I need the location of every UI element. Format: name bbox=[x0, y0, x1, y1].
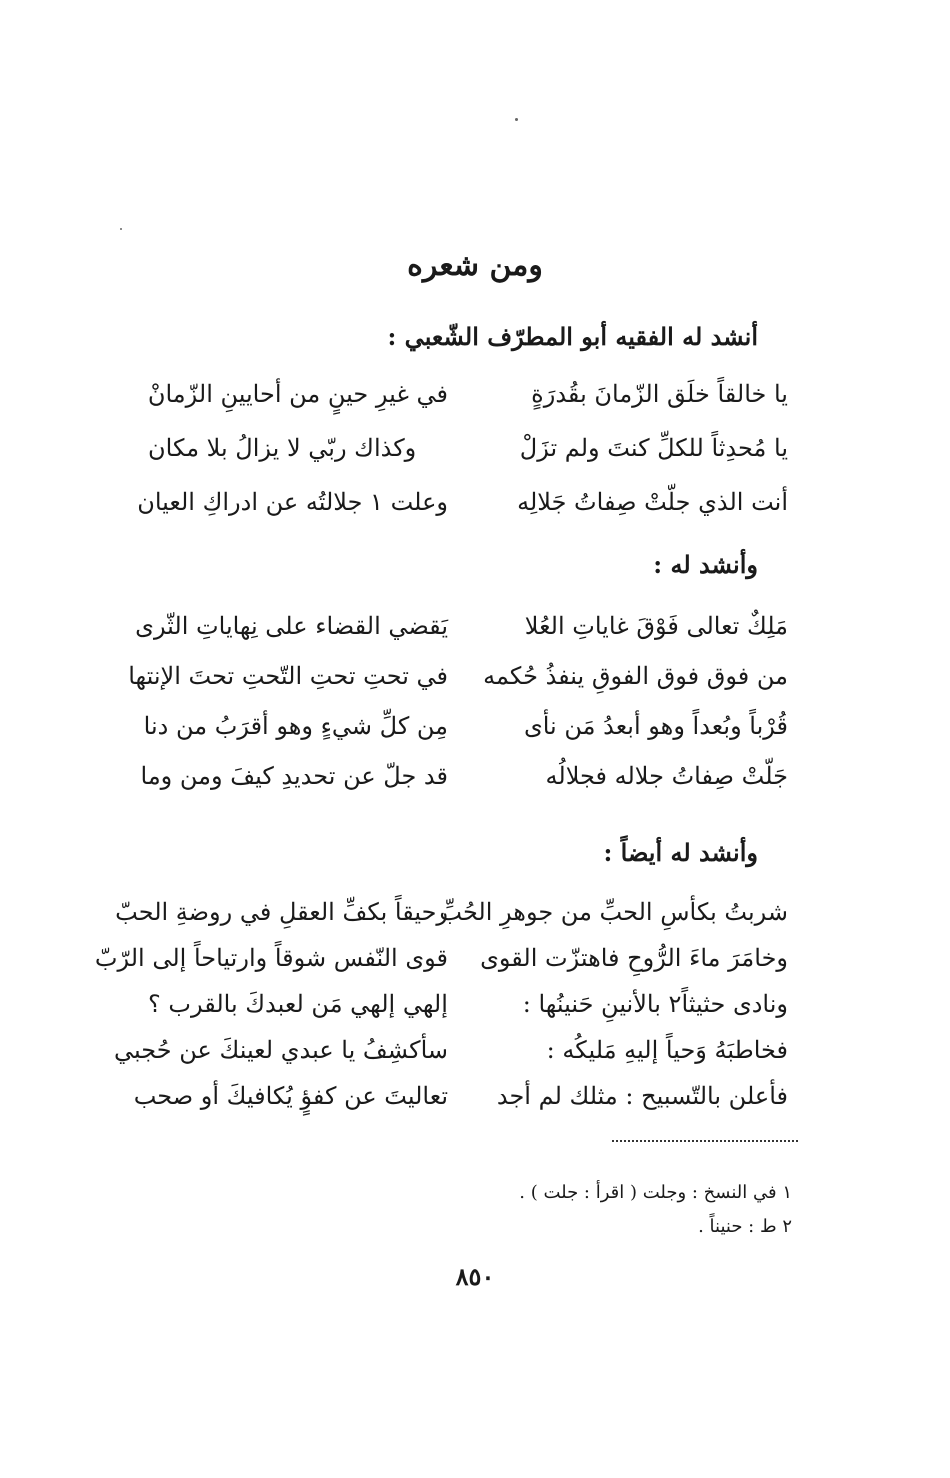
hemistich-left: سأكشِفُ يا عبدي لعينكَ عن حُجبي bbox=[114, 1036, 448, 1064]
hemistich-left: رحيقاً بكفِّ العقلِ في روضةِ الحبّ bbox=[115, 898, 448, 926]
verse bbox=[114, 1036, 788, 1082]
verse bbox=[94, 944, 788, 990]
poem-2 bbox=[128, 612, 788, 812]
hemistich-left: قوى النّفس شوقاً وارتياحاً إلى الرّبّ bbox=[94, 944, 448, 972]
verse bbox=[135, 612, 788, 662]
hemistich-left: قد جلّ عن تحديدِ كيفَ ومن وما bbox=[140, 762, 448, 790]
hemistich-right: يا خالقاً خلَق الزّمانَ بقُدرَةٍ bbox=[531, 380, 788, 408]
hemistich-left: في تحتِ تحتِ التّحتِ تحتَ الإنتها bbox=[128, 662, 448, 690]
hemistich-right: فخاطبَهُ وَحياً إليهِ مَليكُه : bbox=[546, 1036, 788, 1064]
hemistich-right: مَلِكٌ تعالى فَوْقَ غاياتِ العُلا bbox=[524, 612, 788, 640]
hemistich-left: تعاليتَ عن كفؤٍ يُكافيكَ أو صحب bbox=[133, 1082, 448, 1110]
paper-speck bbox=[515, 118, 518, 121]
page-number: ٨٥٠ bbox=[455, 1262, 495, 1291]
hemistich-left: وعلت ١ جلالتُه عن ادراكِ العيان bbox=[137, 488, 448, 516]
hemistich-left: مِن كلِّ شيءٍ وهو أقرَبُ من دنا bbox=[143, 712, 448, 740]
hemistich-right: من فوق فوق الفوقِ ينفذُ حُكمه bbox=[483, 662, 788, 690]
verse bbox=[148, 434, 788, 488]
verse bbox=[148, 380, 788, 434]
section-title: ومن شعره bbox=[407, 248, 543, 283]
hemistich-right: وخامَرَ ماءَ الرُّوحِ فاهتزّت القوى bbox=[480, 944, 788, 972]
verse bbox=[137, 488, 788, 542]
footnote: ١ في النسخ : وجلت ( اقرأ : جلت ) . bbox=[519, 1182, 792, 1203]
hemistich-right: شربتُ بكأسِ الحبِّ من جوهرِ الحُبِّ bbox=[439, 898, 788, 926]
poem-intro-1: أنشد له الفقيه أبو المطرّف الشّعبي : bbox=[387, 322, 758, 351]
hemistich-right: ونادى حثيثاً٢ بالأنينِ حَنينُها : bbox=[522, 990, 788, 1018]
verse bbox=[128, 662, 788, 712]
hemistich-left: إلهي إلهي مَن لعبدكَ بالقرب ؟ bbox=[148, 990, 448, 1018]
poem-1 bbox=[137, 380, 788, 542]
footnotes bbox=[519, 1176, 792, 1244]
hemistich-right: يا مُحدِثاً للكلِّ كنتَ ولم تزَلْ bbox=[519, 434, 788, 462]
verse bbox=[115, 898, 788, 944]
poem-3 bbox=[94, 898, 788, 1128]
verse bbox=[143, 712, 788, 762]
poem-intro-2: وأنشد له : bbox=[653, 550, 758, 579]
hemistich-left: وكذاك ربّي لا يزالُ بلا مكان bbox=[148, 434, 417, 462]
hemistich-right: قُرْباً وبُعداً وهو أبعدُ مَن نأى bbox=[523, 712, 788, 740]
footnote-separator bbox=[612, 1140, 798, 1142]
hemistich-right: فأعلن بالتّسبيح : مثلك لم أجد bbox=[496, 1082, 788, 1110]
hemistich-right: أنت الذي جلّتْ صِفاتُ جَلالِه bbox=[517, 488, 788, 516]
footnote: ٢ ط : حنيناً . bbox=[698, 1216, 792, 1237]
paper-speck bbox=[120, 228, 122, 230]
verse bbox=[133, 1082, 788, 1128]
poem-intro-3: وأنشد له أيضاً : bbox=[603, 838, 758, 867]
hemistich-left: يَقضي القضاء على نِهاياتِ الثّرى bbox=[135, 612, 448, 640]
verse bbox=[140, 762, 788, 812]
hemistich-right: جَلّتْ صِفاتُ جلاله فجلالُه bbox=[545, 762, 788, 790]
verse bbox=[148, 990, 788, 1036]
hemistich-left: في غيرِ حينٍ من أحايينِ الزّمانْ bbox=[147, 380, 448, 408]
